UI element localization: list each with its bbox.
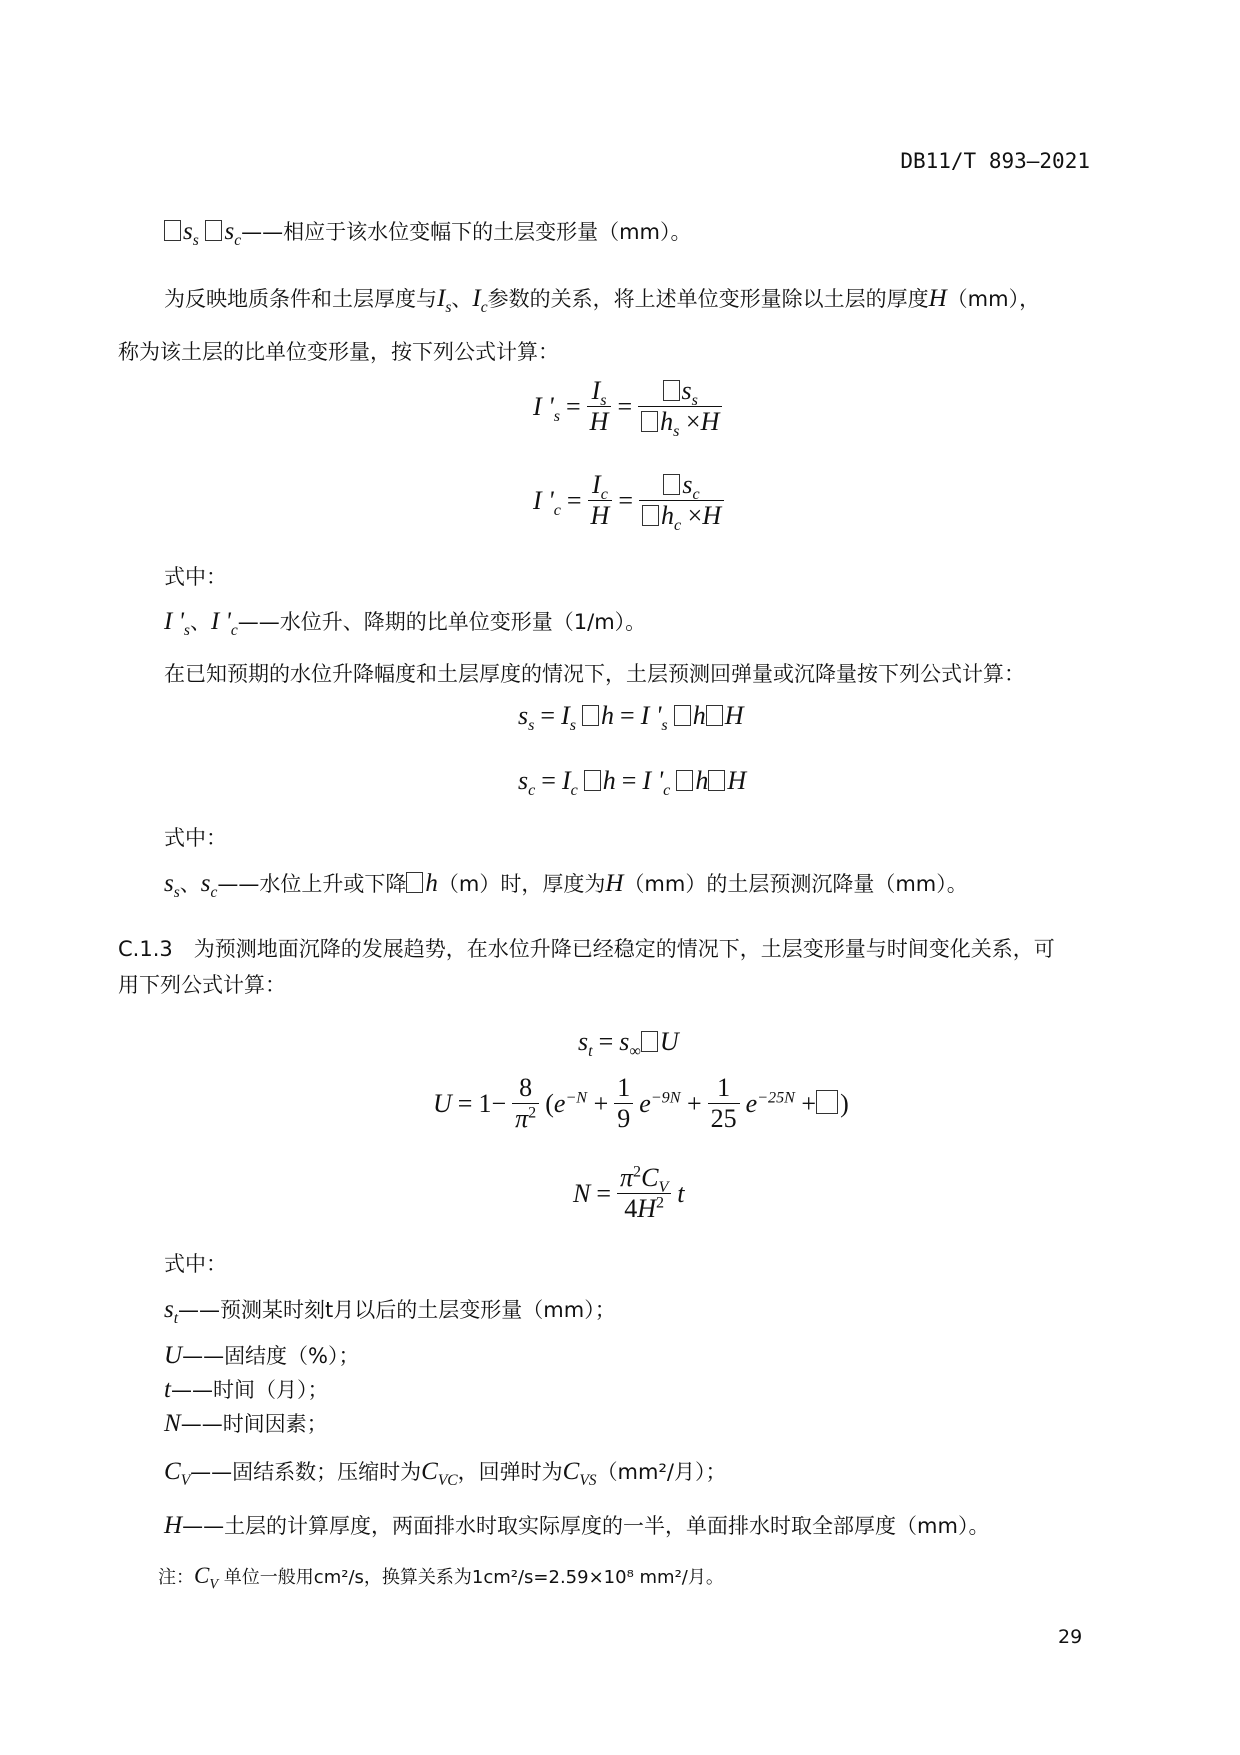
missing-glyph-box <box>816 1090 838 1114</box>
missing-glyph-box <box>582 705 599 726</box>
note: 注：$C_V$ 单位一般用cm²/s，换算关系为1cm²/s=2.59×10⁸ mm²/月。 <box>158 1563 724 1593</box>
missing-glyph-box <box>676 770 693 791</box>
missing-glyph-box <box>708 770 725 791</box>
doc-code: DB11/T 893—2021 <box>900 149 1090 173</box>
paragraph-ratio-intro-line2: 称为该土层的比单位变形量，按下列公式计算： <box>118 340 559 364</box>
formula-u: U = 1− $\frac{8}{\pi^2}$ ($e^{-N}$ + $\frac{1}{9}$ $e^{-9N}$ + $\frac{1}{25}$ $e^{-25N}$ + ) <box>433 1073 849 1133</box>
missing-glyph-box <box>406 872 423 893</box>
missing-glyph-box <box>674 705 691 726</box>
n-definition: N——时间因素； <box>164 1410 328 1437</box>
missing-glyph-box <box>706 705 723 726</box>
missing-glyph-box <box>641 1031 658 1052</box>
missing-glyph-box <box>164 220 181 241</box>
formula-st: $s_t$ = $s_\infty$ U <box>578 1027 679 1061</box>
paragraph-settlement: 在已知预期的水位升降幅度和土层厚度的情况下，土层预测回弹量或沉降量按下列公式计算： <box>164 662 1025 686</box>
missing-glyph-box <box>641 411 658 432</box>
where-label-2: 式中： <box>164 826 227 850</box>
missing-glyph-box <box>663 474 680 495</box>
formula-ss: $s_s$ = $I_s$ h = I '$_s$ h H <box>518 701 744 735</box>
paragraph-ratio-intro: 为反映地质条件和土层厚度与$I_s$、$I_c$参数的关系，将上述单位变形量除以土层的厚度H（mm）， <box>164 285 1041 316</box>
ds-definition: $s_s$ $s_c——$相应于该水位变幅下的土层变形量（mm）。 <box>164 218 692 246</box>
formula-is-prime: I '$_s$ = $\frac{I_s}{H}$ = $\frac{s_s}{h_s \times H}$ <box>530 376 725 437</box>
is-ic-definition: I '$_s$、I '$_c——$水位升、降期的比单位变形量（1/m）。 <box>164 608 647 639</box>
formula-ic-prime: I '$_c$ = $\frac{I_c}{H}$ = $\frac{s_c}{h_c \times H}$ <box>530 470 727 531</box>
st-definition: $s_t——$预测某时刻t月以后的土层变形量（mm）； <box>164 1296 616 1327</box>
missing-glyph-box <box>584 770 601 791</box>
formula-n: N = $\frac{\pi^2C_V}{4H^2}$ t <box>573 1163 685 1223</box>
ss-sc-definition: $s_s$、$s_c——$水位上升或下降 h（m）时，厚度为H（mm）的土层预测沉降量（mm）。 <box>164 870 968 901</box>
clause-c13: C.1.3 为预测地面沉降的发展趋势，在水位升降已经稳定的情况下，土层变形量与时间变化关系，可 <box>118 937 1055 961</box>
page-number: 29 <box>1058 1626 1083 1648</box>
t-definition: t——时间（月）； <box>164 1376 329 1403</box>
missing-glyph-box <box>663 380 680 401</box>
formula-sc: $s_c$ = $I_c$ h = I '$_c$ h H <box>518 766 747 800</box>
u-definition: U——固结度（%）； <box>164 1342 360 1369</box>
h-definition: H——土层的计算厚度，两面排水时取实际厚度的一半，单面排水时取全部厚度（mm）。 <box>164 1512 990 1539</box>
missing-glyph-box <box>642 505 659 526</box>
clause-c13-line2: 用下列公式计算： <box>118 973 286 997</box>
missing-glyph-box <box>205 220 222 241</box>
where-label-1: 式中： <box>164 565 227 589</box>
cv-definition: $C_V——$固结系数；压缩时为$C_{VC}$，回弹时为$C_{VS}(mm^2/$月）； <box>164 1458 727 1489</box>
where-label-3: 式中： <box>164 1252 227 1276</box>
